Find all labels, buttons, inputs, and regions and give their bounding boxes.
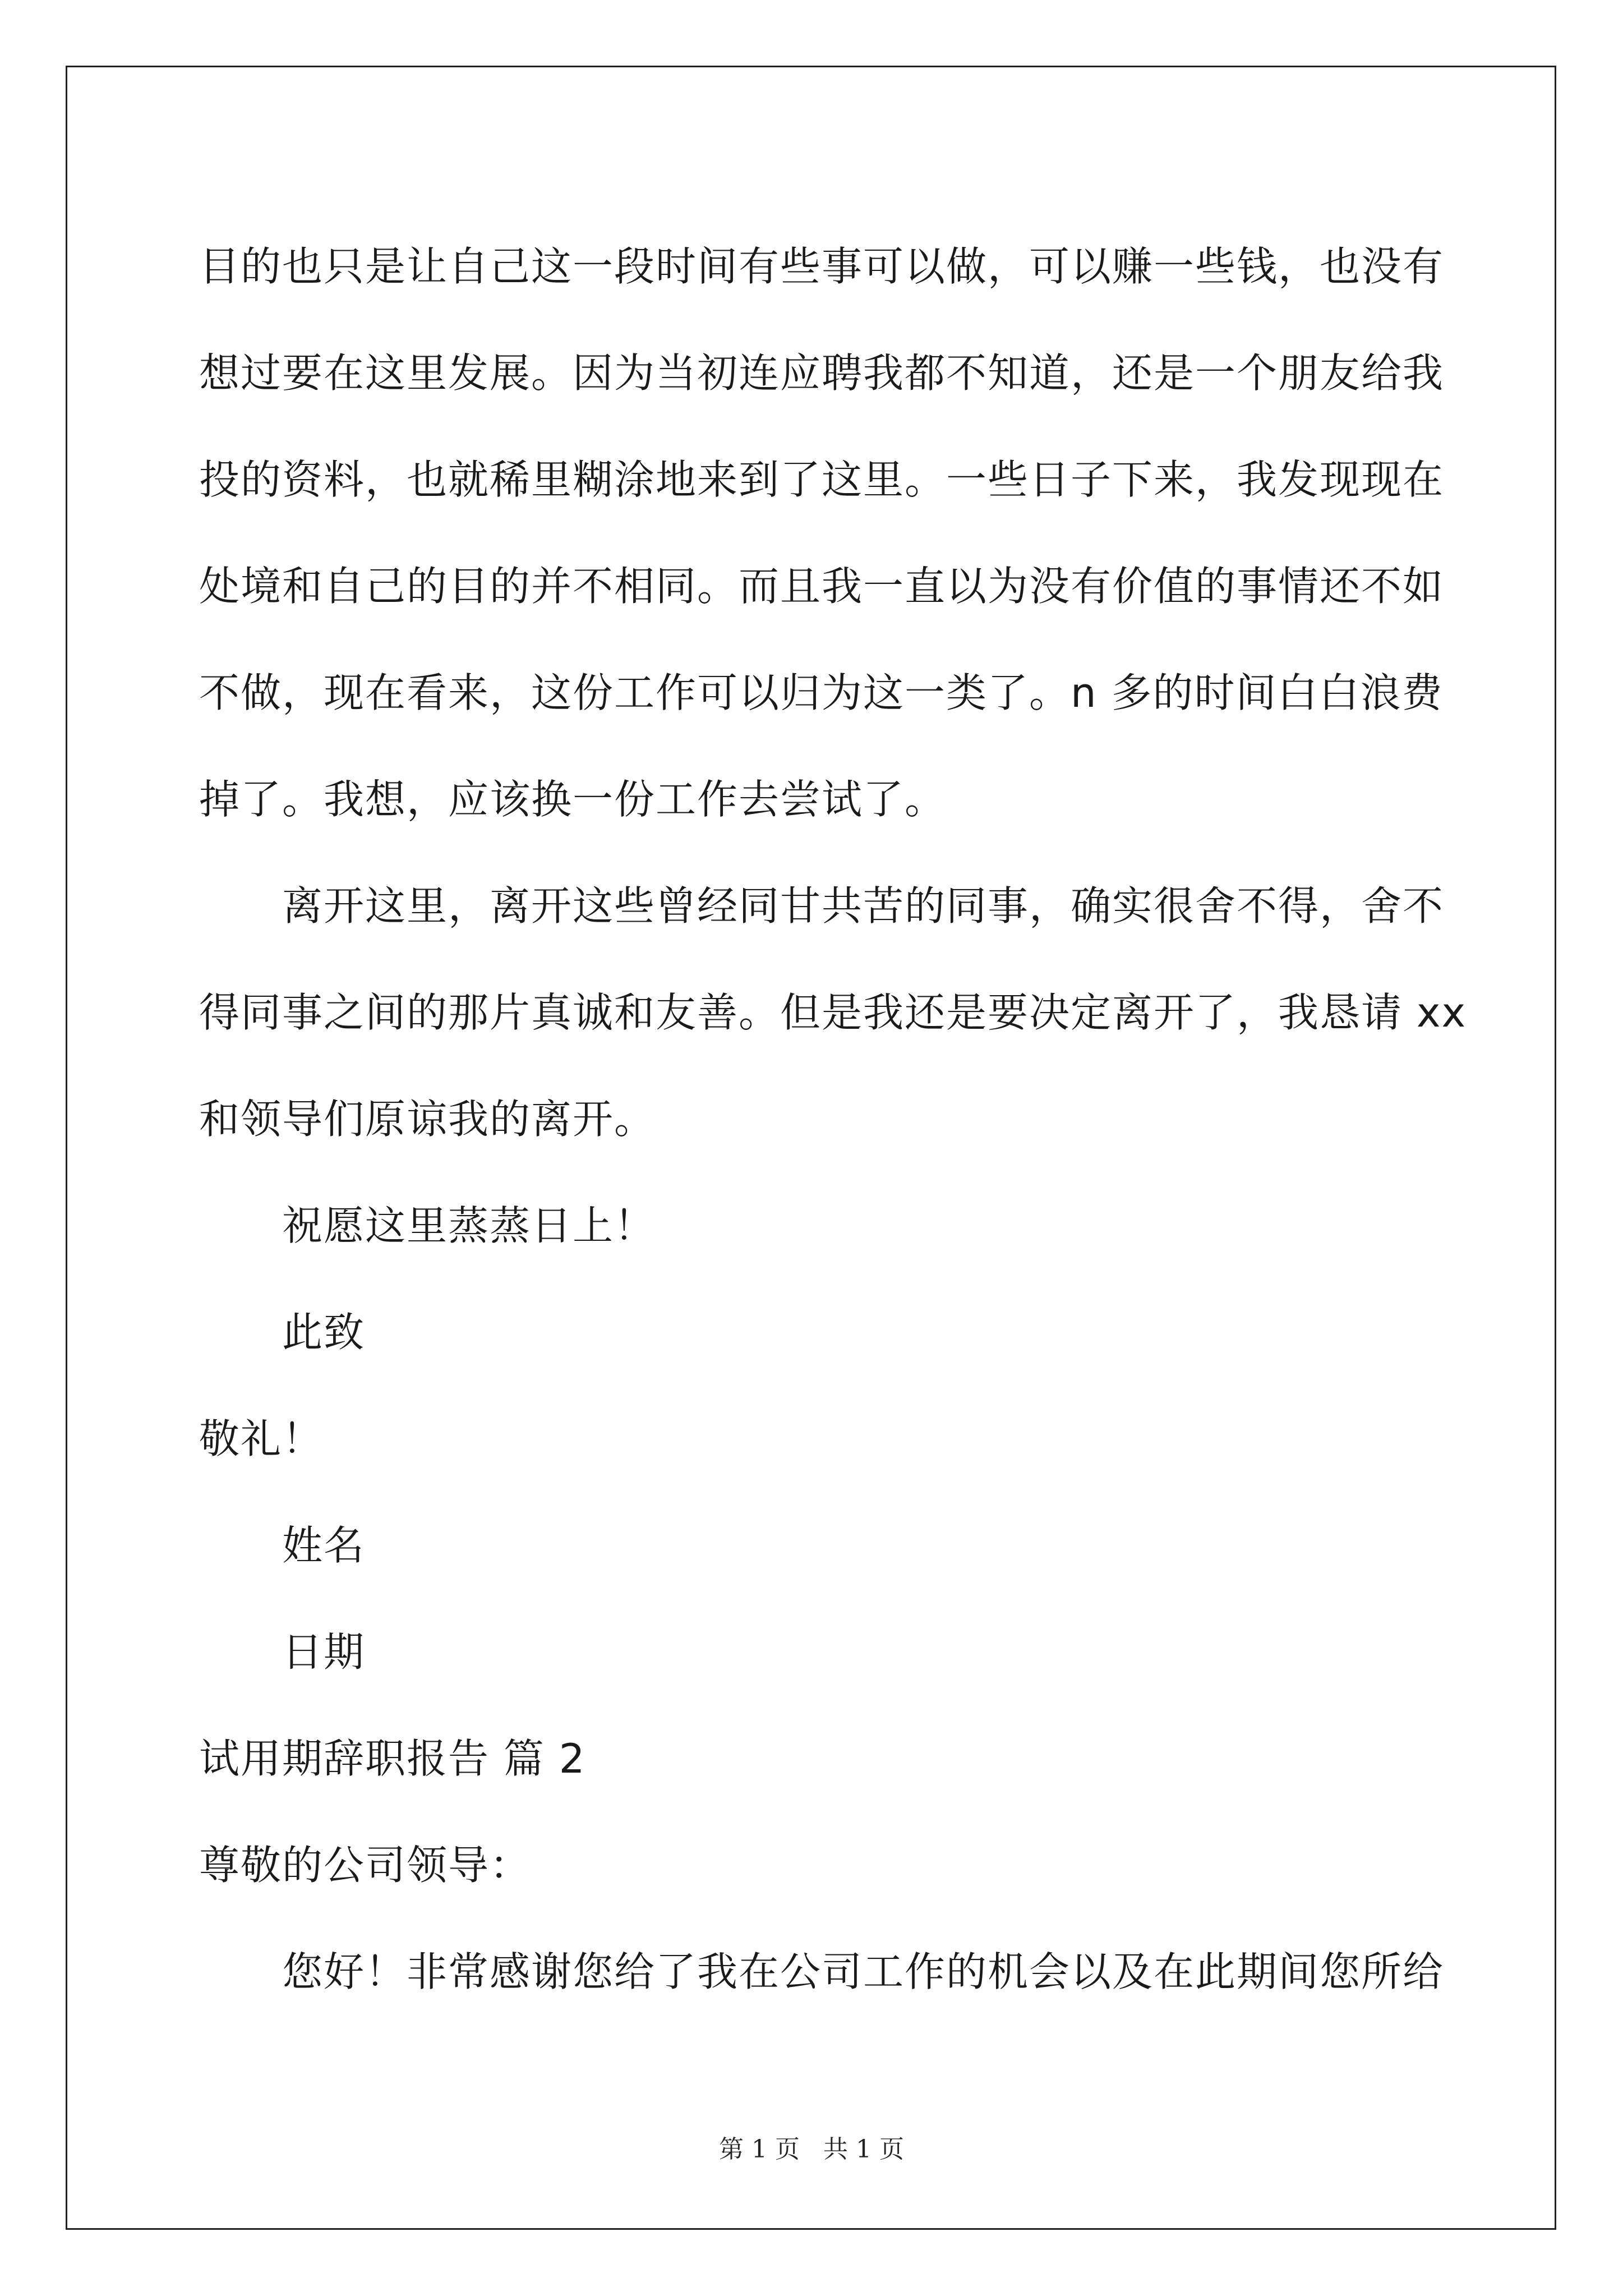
salutation-cizhi: 此致 (282, 1309, 366, 1356)
paragraph-line: 处境和自己的目的并不相同。而且我一直以为没有价值的事情还不如 (199, 563, 1445, 610)
paragraph-line: 掉了。我想，应该换一份工作去尝试了。 (199, 776, 947, 823)
page-total: 共 1 页 (823, 2135, 904, 2164)
paragraph-line: 目的也只是让自己这一段时间有些事可以做，可以赚一些钱，也没有 (199, 243, 1445, 290)
signature-date: 日期 (282, 1628, 366, 1676)
section-heading: 试用期辞职报告 篇 2 (199, 1735, 586, 1782)
paragraph-line: 您好！非常感谢您给了我在公司工作的机会以及在此期间您所给 (282, 1948, 1445, 1995)
paragraph-line: 离开这里，离开这些曾经同甘共苦的同事，确实很舍不得，舍不 (282, 882, 1445, 930)
paragraph-line: 想过要在这里发展。因为当初连应聘我都不知道，还是一个朋友给我 (199, 349, 1445, 397)
paragraph-line: 投的资料，也就稀里糊涂地来到了这里。一些日子下来，我发现现在 (199, 456, 1445, 503)
signature-name: 姓名 (282, 1522, 366, 1569)
paragraph-line: 和领导们原谅我的离开。 (199, 1096, 656, 1143)
paragraph-line: 得同事之间的那片真诚和友善。但是我还是要决定离开了，我恳请 xx (199, 989, 1467, 1036)
paragraph-line: 不做，现在看来，这份工作可以归为这一类了。n 多的时间白白浪费 (199, 669, 1444, 716)
page-number: 第 1 页 (719, 2135, 800, 2164)
salutation-jingli: 敬礼！ (199, 1415, 324, 1462)
letter-greeting: 尊敬的公司领导： (199, 1842, 532, 1889)
page-footer (0, 2129, 1623, 2165)
document-body (199, 213, 1467, 2025)
closing-wish: 祝愿这里蒸蒸日上！ (282, 1202, 656, 1249)
